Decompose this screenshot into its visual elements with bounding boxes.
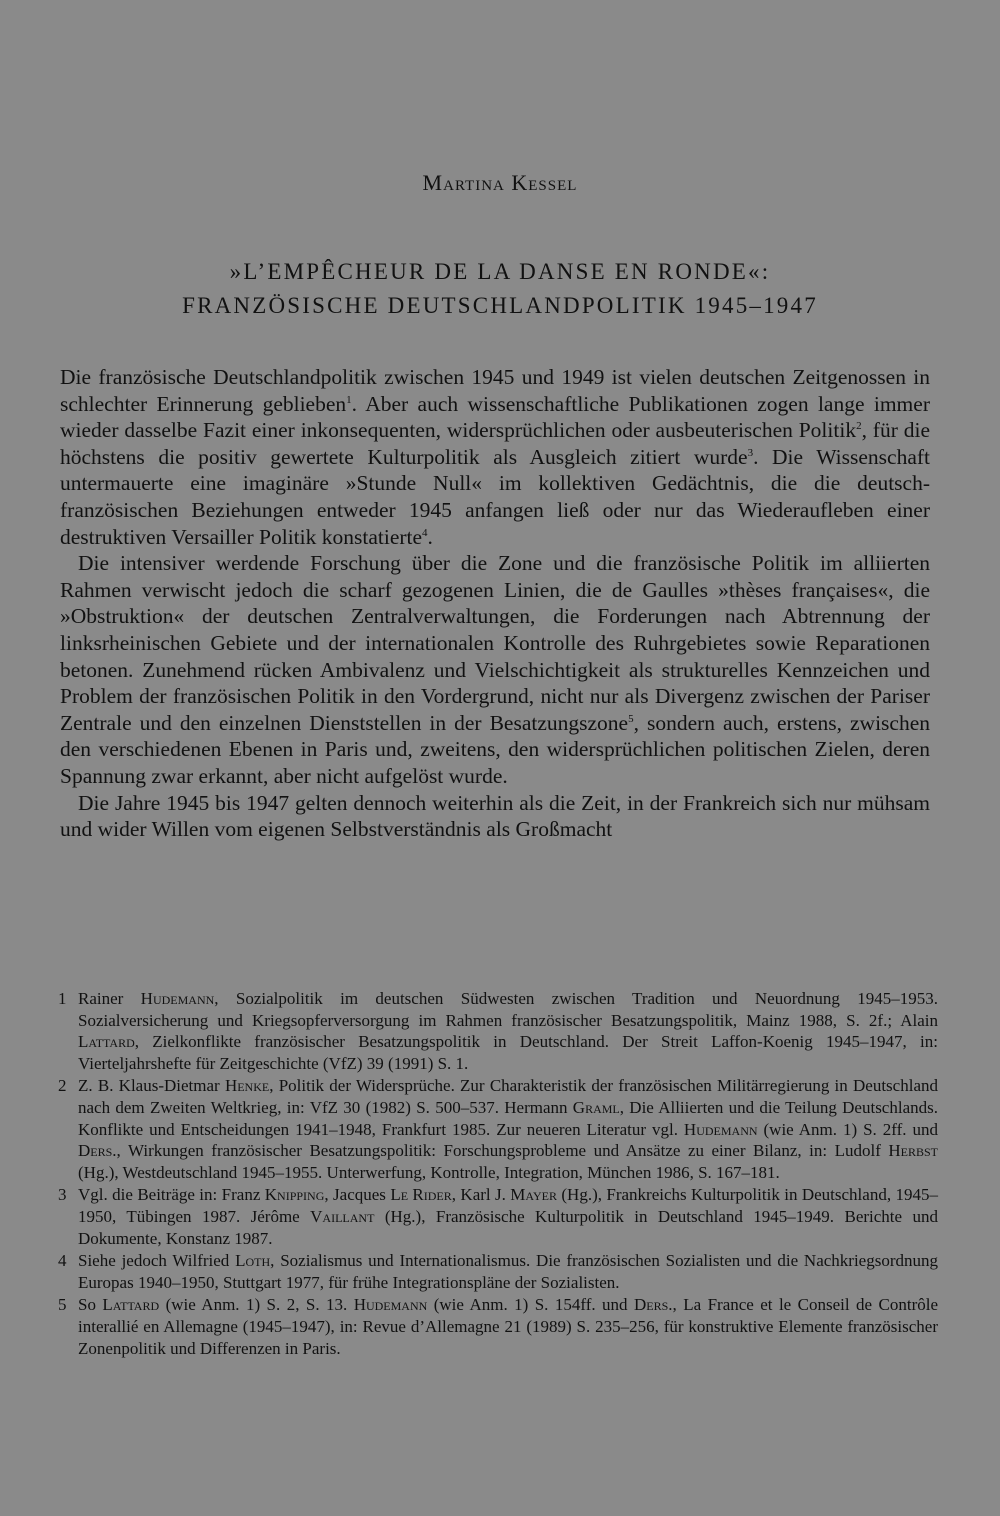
author-surname: Lattard (102, 1295, 160, 1315)
footnote-number: 3 (58, 1185, 67, 1205)
footnote-text: , Karl J. (451, 1185, 511, 1205)
footnote-text: , Politik der Widersprüche. Zur Charakteristik der französischen Militärregierung in Deutschland nach dem Zweiten Weltkrieg, in: VfZ 30 (1982) S. 500–537. Hermann (78, 1076, 938, 1117)
paragraph-text: Die intensiver werdende Forschung über die Zone und die französische Politik im alliierten Rahmen verwischt jedoch die scharf gezogenen Linien, die de Gaulles »thèses françaises«, die »Obstruktion« der deutschen Zentralverwaltungen, die Forderungen nach Abtrennung der linksrheinischen Gebiete und der internationalen Kontrolle des Ruhrgebietes sowie Reparationen betonen. Zunehmend rücken Ambivalenz und Vielschichtigkeit als strukturelles Kennzeichen und Problem der französischen Politik in den Vordergrund, nicht nur als Divergenz zwischen der Pariser Zentrale und den einzelnen Dienststellen in der Besatzungszone (60, 551, 930, 735)
author-surname: Hudemann (683, 1119, 758, 1139)
paragraph-2 (60, 550, 930, 789)
footnote-text: (Hg.), Frankreichs Kulturpolitik in Deutschland, 1945–1950, Tübingen 1987. Jérôme (78, 1185, 938, 1226)
footnote-3 (58, 1184, 938, 1249)
author-name: Martina Kessel (422, 170, 578, 195)
footnote-text: Vgl. die Beiträge in: Franz (78, 1185, 265, 1205)
footnote-ref-2: 2 (856, 420, 862, 433)
paragraph-text: . Aber auch wissenschaftliche Publikationen zogen lange immer wieder dasselbe Fazit einer inkonsequenten, widersprüchlichen oder ausbeuterischen Politik (60, 391, 930, 443)
paragraph-text: , sondern auch, erstens, zwischen den verschiedenen Ebenen in Paris und, zweitens, den widersprüchlichen politischen Zielen, deren Spannung zwar erkannt, aber nicht aufgelöst wurde. (60, 710, 930, 788)
footnote-text: (Hg.), Westdeutschland 1945–1955. Unterwerfung, Kontrolle, Integration, München 1986, S. 167–181. (78, 1162, 780, 1182)
paragraph-3: Die Jahre 1945 bis 1947 gelten dennoch weiterhin als die Zeit, in der Frankreich sich nur mühsam und wider Willen vom eigenen Selbstverständnis als Großmacht (60, 790, 930, 842)
footnote-ref-3: 3 (747, 446, 754, 459)
footnote-number: 5 (58, 1295, 67, 1315)
footnote-text: , Die Alliierten und die Teilung Deutschlands. Konflikte und Entscheidungen 1941–1948, Frankfurt 1985. Zur neueren Literatur vgl. (78, 1097, 938, 1139)
footnote-text: Z. B. Klaus-Dietmar (78, 1076, 225, 1096)
footnote-text: (Hg.), Französische Kulturpolitik in Deutschland 1945–1949. Berichte und Dokumente, Konstanz 1987. (78, 1206, 938, 1248)
footnote-text: , Sozialismus und Internationalismus. Die französischen Sozialisten und die Nachkriegsordnung Europas 1940–1950, Stuttgart 1977, für frühe Integrationspläne der Sozialisten. (78, 1251, 938, 1292)
footnote-2 (58, 1075, 938, 1183)
paragraph-text: . Die Wissenschaft untermauerte eine imaginäre »Stunde Null« im kollektiven Gedächtnis, die die deutsch-französischen Beziehungen entweder 1945 anfangen ließ oder nur das Wiederaufleben einer destruktiven Versailler Politik konstatierte (60, 444, 930, 549)
paragraph-text: , für die höchstens die positiv gewertete Kulturpolitik als Ausgleich zitiert wurde (60, 418, 930, 469)
author-surname: Graml (572, 1097, 620, 1117)
footnote-text: (wie Anm. 1) S. 154ff. und (427, 1295, 634, 1315)
author-surname: Vaillant (310, 1206, 375, 1226)
footnote-1 (58, 988, 938, 1074)
footnote-ref-1: 1 (346, 393, 352, 406)
article-title (0, 255, 1000, 323)
author-surname: Ders. (633, 1295, 673, 1315)
paragraph-1 (60, 364, 930, 550)
footnote-text: Rainer (78, 989, 141, 1008)
footnote-text: , Jacques (324, 1185, 391, 1205)
footnote-number: 2 (58, 1076, 67, 1096)
title-line-1: »L’EMPÊCHEUR DE LA DANSE EN RONDE«: (229, 259, 771, 284)
footnote-ref-5: 5 (628, 712, 634, 725)
author-surname: Ders. (78, 1141, 117, 1161)
footnote-text: Siehe jedoch Wilfried (78, 1251, 236, 1271)
footnote-text: (wie Anm. 1) S. 2, S. 13. (159, 1295, 354, 1315)
footnote-text: So (78, 1295, 103, 1315)
author-surname: Hudemann (353, 1295, 428, 1315)
footnote-text: , Zielkonflikte französischer Besatzungspolitik in Deutschland. Der Streit Laffon-Koenig 1945–1947, in: Vierteljahrshefte für Zeitgeschichte (VfZ) 39 (1991) S. 1. (78, 1032, 938, 1073)
footnotes (58, 988, 938, 1360)
footnote-text: , Wirkungen französischer Besatzungspolitik: Forschungsprobleme und Ansätze zu einer Bilanz, in: Ludolf (116, 1141, 889, 1161)
footnote-number: 1 (58, 989, 67, 1008)
author-surname: Le Rider (390, 1185, 452, 1205)
footnote-text: (wie Anm. 1) S. 2ff. und (757, 1119, 938, 1139)
footnote-number: 4 (58, 1251, 67, 1271)
author-surname: Herbst (888, 1141, 938, 1161)
author-surname: Loth (235, 1251, 271, 1271)
footnote-ref-4: 4 (422, 526, 428, 539)
footnote-4 (58, 1250, 938, 1293)
author-surname: Lattard (78, 1032, 135, 1052)
paragraph-text: . (427, 524, 433, 549)
title-line-2: FRANZÖSISCHE DEUTSCHLANDPOLITIK 1945–1947 (182, 293, 818, 318)
author-surname: Knipping (264, 1185, 325, 1205)
author-surname: Hudemann (140, 989, 215, 1008)
author-surname: Henke (224, 1076, 270, 1096)
paragraph-text: Die französische Deutschlandpolitik zwischen 1945 und 1949 ist vielen deutschen Zeitgenossen in schlechter Erinnerung geblieben (60, 365, 930, 416)
footnote-text: , Sozialpolitik im deutschen Südwesten zwischen Tradition und Neuordnung 1945–1953. Sozialversicherung und Kriegsopferversorgung im Rahmen französischer Besatzungspolitik, Mainz 1988, S. 2f.; Alain (78, 989, 938, 1030)
author-surname: Mayer (510, 1185, 557, 1205)
footnote-text: , La France et le Conseil de Contrôle interallié en Allemagne (1945–1947), in: Revue d’Allemagne 21 (1989) S. 235–256, für konstruktive Elemente französischer Zonenpolitik und Differenzen in Paris. (78, 1295, 938, 1358)
footnote-5 (58, 1294, 938, 1359)
body-text (60, 364, 930, 843)
